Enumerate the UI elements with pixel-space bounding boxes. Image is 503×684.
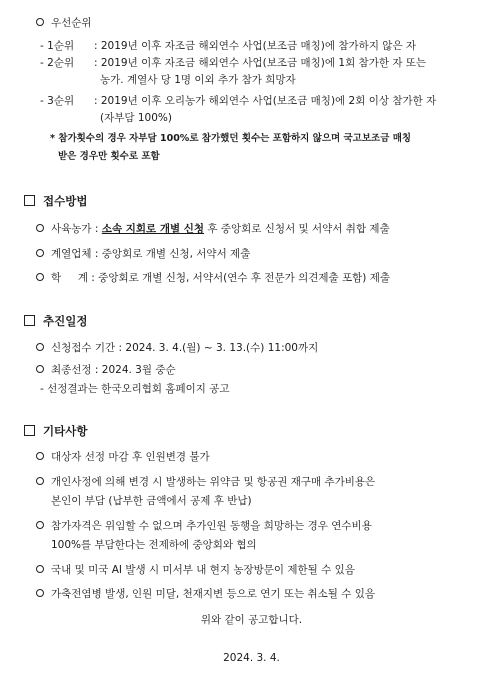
circle-bullet-icon xyxy=(36,521,44,529)
priority-item-2-text: : 2019년 이후 자조금 해외연수 사업(보조금 매칭)에 1회 참가한 자 또는 xyxy=(94,57,427,69)
priority-item-3-text-cont: (자부담 100%) xyxy=(100,112,172,124)
priority-item-3-text: : 2019년 이후 오리농가 해외연수 사업(보조금 매칭)에 2회 이상 참가한 자 xyxy=(94,95,437,107)
checkbox-square-icon xyxy=(24,195,35,206)
priority-item-1-text: : 2019년 이후 자조금 해외연수 사업(보조금 매칭)에 참가하지 않은 자 xyxy=(94,40,417,52)
apply-item-company: 계열업체 : 중앙회로 개별 신청, 서약서 제출 xyxy=(36,246,250,261)
schedule-item-period: 신청접수 기간 : 2024. 3. 4.(월) ~ 3. 13.(수) 11:00까지 xyxy=(36,340,318,355)
priority-note: * 참가횟수의 경우 자부담 100%로 참가했던 횟수는 포함하지 않으며 국고보조금 매칭 xyxy=(50,133,412,144)
priority-heading: 우선순위 xyxy=(36,15,92,30)
checkbox-square-icon xyxy=(24,315,35,326)
misc-item-2: 개인사정에 의해 변경 시 발생하는 위약금 및 항공권 재구매 추가비용은 xyxy=(36,474,375,489)
circle-bullet-icon xyxy=(36,224,44,232)
schedule-sub-note: - 선정결과는 한국오리협회 홈페이지 공고 xyxy=(40,383,230,395)
priority-item-2-text-cont: 농가. 계열사 당 1명 이외 추가 참가 희망자 xyxy=(100,74,296,86)
apply-item-farm: 사육농가 : 소속 지회로 개별 신청 후 중앙회로 신청서 및 서약서 취합 제출 xyxy=(36,221,390,236)
misc-item-5: 가축전염병 발생, 인원 미달, 천재지변 등으로 연기 또는 취소될 수 있음 xyxy=(36,586,375,601)
circle-bullet-icon xyxy=(36,477,44,485)
misc-item-3: 참가자격은 위임할 수 없으며 추가인원 동행을 희망하는 경우 연수비용 xyxy=(36,518,372,533)
priority-note-cont: 받은 경우만 횟수로 포함 xyxy=(58,151,160,162)
misc-item-3-cont: 100%를 부담한다는 전제하에 중앙회와 협의 xyxy=(51,539,257,551)
circle-bullet-icon xyxy=(36,565,44,573)
misc-item-1: 대상자 선정 마감 후 인원변경 불가 xyxy=(36,449,210,464)
circle-bullet-icon xyxy=(36,343,44,351)
circle-bullet-icon xyxy=(36,249,44,257)
circle-bullet-icon xyxy=(36,452,44,460)
circle-bullet-icon xyxy=(36,18,44,26)
announcement-date: 2024. 3. 4. xyxy=(223,652,280,664)
closing-statement: 위와 같이 공고합니다. xyxy=(200,614,303,626)
circle-bullet-icon xyxy=(36,589,44,597)
misc-item-2-cont: 본인이 부담 (납부한 금액에서 공제 후 반납) xyxy=(51,495,252,507)
section-schedule-heading: 추진일정 xyxy=(24,313,87,329)
priority-item-3: - 3순위 xyxy=(40,95,75,107)
checkbox-square-icon xyxy=(24,425,35,436)
circle-bullet-icon xyxy=(36,273,44,281)
section-misc-heading: 기타사항 xyxy=(24,423,87,439)
apply-item-academia: 학 계 : 중앙회로 개별 신청, 서약서(연수 후 전문가 의견제출 포함) 제출 xyxy=(36,270,390,285)
schedule-item-final: 최종선정 : 2024. 3월 중순 xyxy=(36,362,176,377)
priority-item-2: - 2순위 xyxy=(40,57,75,69)
misc-item-4: 국내 및 미국 AI 발생 시 미서부 내 현지 농장방문이 제한될 수 있음 xyxy=(36,562,355,577)
section-apply-heading: 접수방법 xyxy=(24,193,87,209)
priority-item-1: - 1순위 xyxy=(40,40,75,52)
circle-bullet-icon xyxy=(36,365,44,373)
